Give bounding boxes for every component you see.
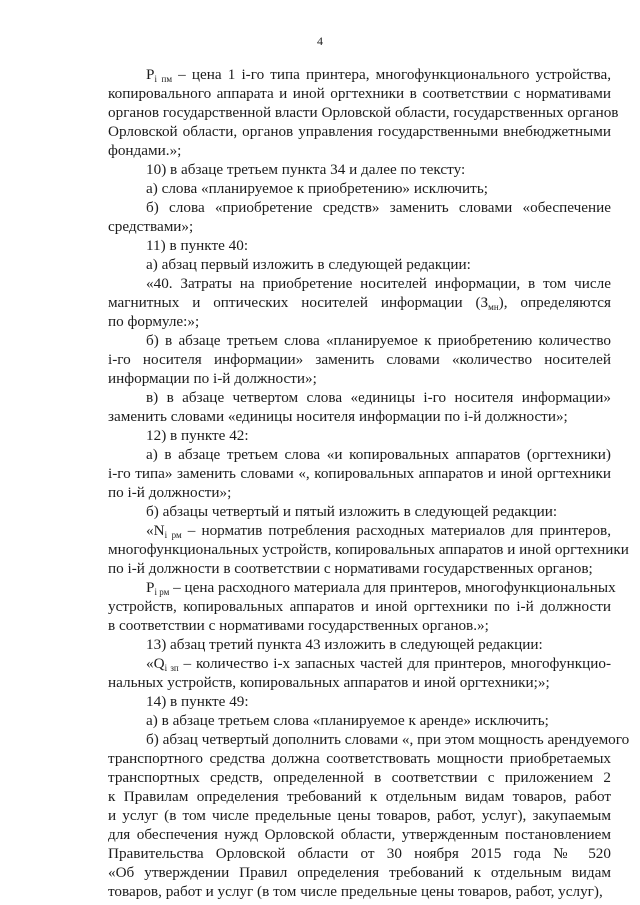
- paragraph-line: «40. Затраты на приобретение носителей информации, в том числе: [146, 275, 611, 292]
- paragraph-line: а) в абзаце третьем слова «и копировальных аппаратов (оргтехники): [146, 446, 611, 463]
- paragraph-line: магнитных и оптических носителей информации $(З_{мн})$, определяются: [108, 294, 611, 312]
- paragraph-line: «$N_{i рм}$ – норматив потребления расходных материалов для принтеров,: [146, 522, 612, 540]
- paragraph-line: «$Q_{i зп}$ – количество i-х запасных частей для принтеров, многофункцио-: [146, 655, 612, 673]
- paragraph-line: б) в абзаце третьем слова «планируемое к приобретению количество: [146, 332, 611, 349]
- paragraph-line: б) слова «приобретение средств» заменить словами «обеспечение: [146, 199, 611, 216]
- paragraph-line: «Об утверждении Правил определения требований к отдельным видам: [108, 864, 611, 881]
- paragraph-line: а) абзац первый изложить в следующей редакции:: [146, 256, 471, 273]
- paragraph-line: $P_{i рм}$ – цена расходного материала для принтеров, многофункциональных: [146, 579, 616, 597]
- paragraph-line: устройств, копировальных аппаратов и иной оргтехники по i-й должности: [108, 598, 611, 615]
- paragraph-line: а) в абзаце третьем слова «планируемое к аренде» исключить;: [146, 712, 549, 729]
- paragraph-line: транспортного средства должна соответствовать мощности приобретаемых: [108, 750, 611, 767]
- paragraph-line: i-го типа» заменить словами «, копировальных аппаратов и иной оргтехники: [108, 465, 611, 482]
- paragraph-line: по i-й должности»;: [108, 484, 232, 501]
- paragraph-line: 14) в пункте 49:: [146, 693, 249, 710]
- paragraph-line: 11) в пункте 40:: [146, 237, 249, 254]
- page-number: 4: [317, 34, 323, 48]
- paragraph-line: органов государственной власти Орловской области, государственных органов: [108, 104, 619, 121]
- paragraph-line: в соответствии с нормативами государственных органов.»;: [108, 617, 489, 634]
- paragraph-line: информации по i-й должности»;: [108, 370, 317, 387]
- paragraph-line: Правительства Орловской области от 30 ноября 2015 года № 520: [108, 845, 611, 862]
- paragraph-line: и услуг (в том числе предельные цены товаров, работ, услуг), закупаемым: [108, 807, 611, 824]
- paragraph-line: 10) в абзаце третьем пункта 34 и далее по тексту:: [146, 161, 466, 178]
- paragraph-line: товаров, работ и услуг (в том числе предельные цены товаров, работ, услуг),: [108, 883, 603, 900]
- paragraph-line: а) слова «планируемое к приобретению» исключить;: [146, 180, 488, 197]
- paragraph-line: многофункциональных устройств, копировальных аппаратов и иной оргтехники: [108, 541, 629, 558]
- paragraph-line: 12) в пункте 42:: [146, 427, 249, 444]
- paragraph-line: для обеспечения нужд Орловской области, утвержденным постановлением: [108, 826, 611, 843]
- paragraph-line: по формуле:»;: [108, 313, 200, 330]
- paragraph-line: i-го носителя информации» заменить словами «количество носителей: [108, 351, 611, 368]
- paragraph-line: к Правилам определения требований к отдельным видам товаров, работ: [108, 788, 611, 805]
- paragraph-line: фондами.»;: [108, 142, 182, 159]
- paragraph-line: средствами»;: [108, 218, 194, 235]
- paragraph-line: транспортных средств, определенной в соответствии с приложением 2: [108, 769, 611, 786]
- paragraph-line: по i-й должности в соответствии с нормативами государственных органов;: [108, 560, 593, 577]
- paragraph-line: в) в абзаце четвертом слова «единицы i-го носителя информации»: [146, 389, 611, 406]
- paragraph-line: Орловской области, органов управления государственными внебюджетными: [108, 123, 611, 140]
- paragraph-line: копировального аппарата и иной оргтехники в соответствии с нормативами: [108, 85, 611, 102]
- paragraph-line: $P_{i пм}$ – цена 1 i-го типа принтера, многофункционального устройства,: [146, 66, 611, 84]
- paragraph-line: б) абзацы четвертый и пятый изложить в следующей редакции:: [146, 503, 558, 520]
- paragraph-line: заменить словами «единицы носителя информации по i-й должности»;: [108, 408, 568, 425]
- paragraph-line: 13) абзац третий пункта 43 изложить в следующей редакции:: [146, 636, 543, 653]
- paragraph-line: б) абзац четвертый дополнить словами «, при этом мощность арендуемого: [146, 731, 630, 748]
- paragraph-line: нальных устройств, копировальных аппаратов и иной оргтехники;»;: [108, 674, 550, 691]
